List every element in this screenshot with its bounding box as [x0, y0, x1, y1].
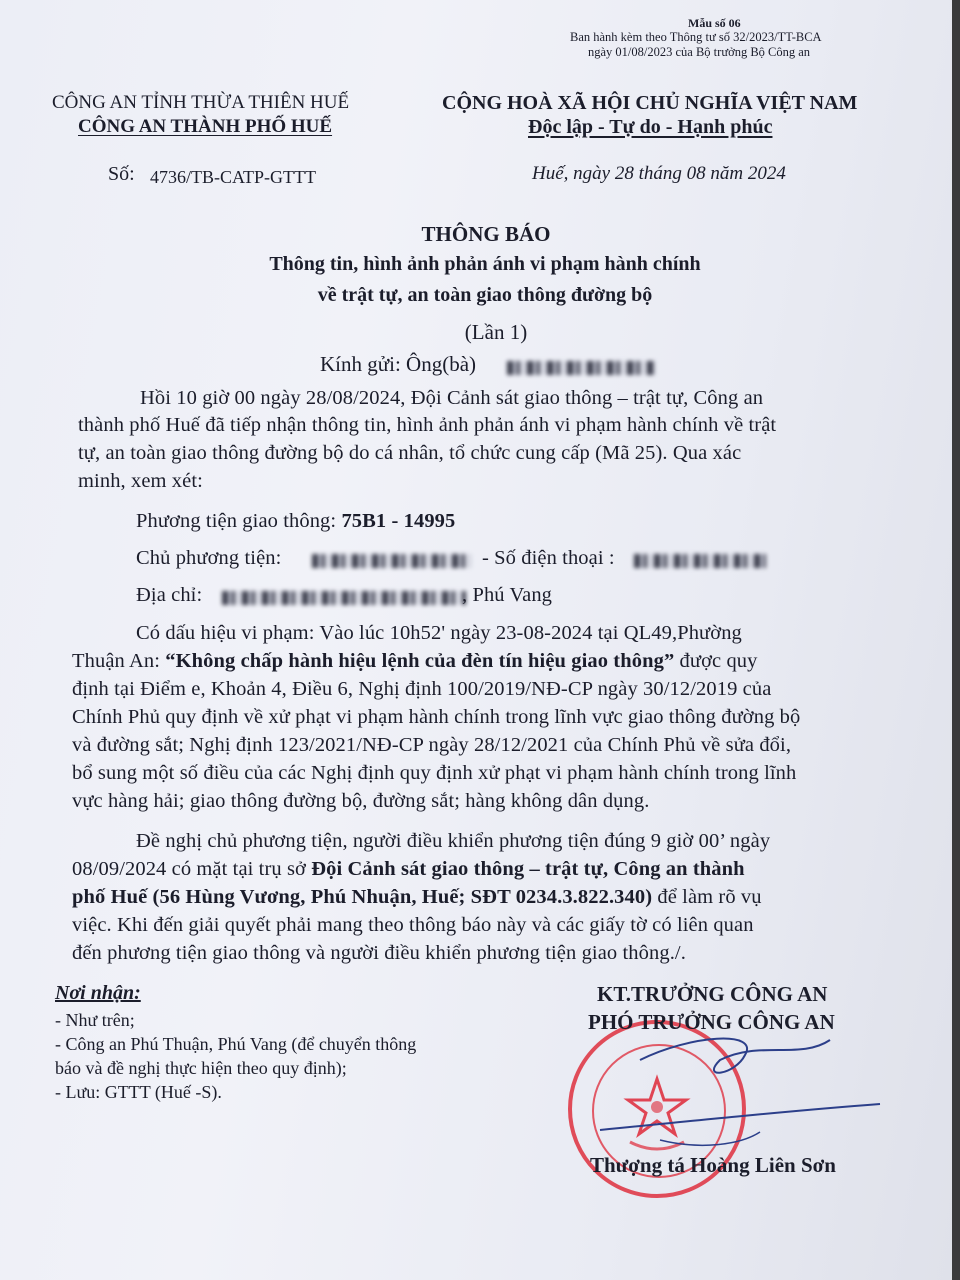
recipients-line-4: - Lưu: GTTT (Huế -S). — [55, 1082, 222, 1102]
address-label: Địa chỉ: — [136, 584, 203, 606]
violation-line-1: Có dấu hiệu vi phạm: Vào lúc 10h52' ngày 23-08-2024 tại QL49,Phường — [136, 622, 742, 644]
national-title: CỘNG HOÀ XÃ HỘI CHỦ NGHĨA VIỆT NAM — [442, 92, 858, 114]
request-line-4: việc. Khi đến giải quyết phải mang theo thông báo này và các giấy tờ có liên quan — [72, 914, 754, 936]
org-parent: CÔNG AN TỈNH THỪA THIÊN HUẾ — [52, 92, 350, 113]
form-reference-line-2: ngày 01/08/2023 của Bộ trưởng Bộ Công an — [588, 45, 811, 59]
office-name: Đội Cảnh sát giao thông – trật tự, Công an thành — [311, 858, 745, 880]
recipients-line-2: - Công an Phú Thuận, Phú Vang (để chuyển thông — [55, 1034, 417, 1054]
signer-name: Thượng tá Hoàng Liên Sơn — [590, 1153, 836, 1177]
request-line-1: Đề nghị chủ phương tiện, người điều khiển phương tiện đúng 9 giờ 00’ ngày — [136, 830, 771, 852]
recipients-line-1: - Như trên; — [55, 1010, 135, 1030]
violation-line-3: định tại Điểm e, Khoản 4, Điều 6, Nghị định 100/2019/NĐ-CP ngày 30/12/2019 của — [72, 678, 772, 700]
place-date: Huế, ngày 28 tháng 08 năm 2024 — [532, 163, 786, 184]
violation-line-4: Chính Phủ quy định về xử phạt vi phạm hành chính trong lĩnh vực giao thông đường bộ — [72, 706, 801, 728]
violation-line-2: Thuận An: “Không chấp hành hiệu lệnh của đèn tín hiệu giao thông” được quy — [72, 650, 758, 672]
document-number-label: Số: — [108, 163, 135, 185]
recipients-label: Nơi nhận: — [55, 982, 141, 1004]
vehicle-plate: 75B1 - 14995 — [341, 510, 456, 532]
document-subtitle-1: Thông tin, hình ảnh phản ánh vi phạm hành chính — [269, 253, 701, 275]
address-district: , Phú Vang — [462, 584, 553, 606]
form-code: Mẫu số 06 — [688, 16, 741, 30]
violation-line-6: bổ sung một số điều của các Nghị định quy định xử phạt vi phạm hành chính trong lĩnh — [72, 762, 797, 784]
office-address: phố Huế (56 Hùng Vương, Phú Nhuận, Huế; SĐT 0234.3.822.340) — [72, 886, 653, 908]
document-subtitle-2: về trật tự, an toàn giao thông đường bộ — [317, 284, 653, 306]
violation-description: “Không chấp hành hiệu lệnh của đèn tín hiệu giao thông” — [165, 650, 675, 672]
document-number: 4736/TB-CATP-GTTT — [150, 167, 316, 187]
recipients-line-3: báo và đề nghị thực hiện theo quy định); — [55, 1058, 347, 1078]
org-issuer: CÔNG AN THÀNH PHỐ HUẾ — [78, 116, 333, 137]
intro-line-3: tự, an toàn giao thông đường bộ do cá nhân, tổ chức cung cấp (Mã 25). Qua xác — [78, 442, 742, 464]
request-line-3: phố Huế (56 Hùng Vương, Phú Nhuận, Huế; SĐT 0234.3.822.340) để làm rõ vụ — [72, 886, 762, 908]
intro-line-2: thành phố Huế đã tiếp nhận thông tin, hình ảnh phản ánh vi phạm hành chính về trật — [78, 414, 777, 436]
violation-line-7: vực hàng hải; giao thông đường bộ, đường sắt; hàng không dân dụng. — [72, 790, 650, 812]
phone-label: - Số điện thoại : — [482, 547, 615, 569]
national-motto: Độc lập - Tự do - Hạnh phúc — [528, 116, 773, 138]
violation-line-5: và đường sắt; Nghị định 123/2021/NĐ-CP ngày 28/12/2021 của Chính Phủ về sửa đổi, — [72, 734, 792, 756]
recipient-greeting: Kính gửi: Ông(bà) — [320, 352, 477, 376]
vehicle-label: Phương tiện giao thông: — [136, 510, 337, 532]
notice-round: (Lần 1) — [464, 320, 528, 344]
request-line-2: 08/09/2024 có mặt tại trụ sở Đội Cảnh sát giao thông – trật tự, Công an thành — [72, 858, 745, 880]
signature-title-1: KT.TRƯỞNG CÔNG AN — [597, 982, 828, 1006]
document-title: THÔNG BÁO — [421, 222, 551, 246]
signature-title-2: PHÓ TRƯỞNG CÔNG AN — [588, 1010, 835, 1034]
intro-line-4: minh, xem xét: — [78, 470, 203, 492]
request-line-5: đến phương tiện giao thông và người điều khiển phương tiện giao thông./. — [72, 942, 686, 964]
intro-line-1: Hồi 10 giờ 00 ngày 28/08/2024, Đội Cảnh sát giao thông – trật tự, Công an — [140, 387, 764, 409]
owner-label: Chủ phương tiện: — [136, 547, 282, 569]
form-reference-line-1: Ban hành kèm theo Thông tư số 32/2023/TT-BCA — [570, 30, 822, 44]
